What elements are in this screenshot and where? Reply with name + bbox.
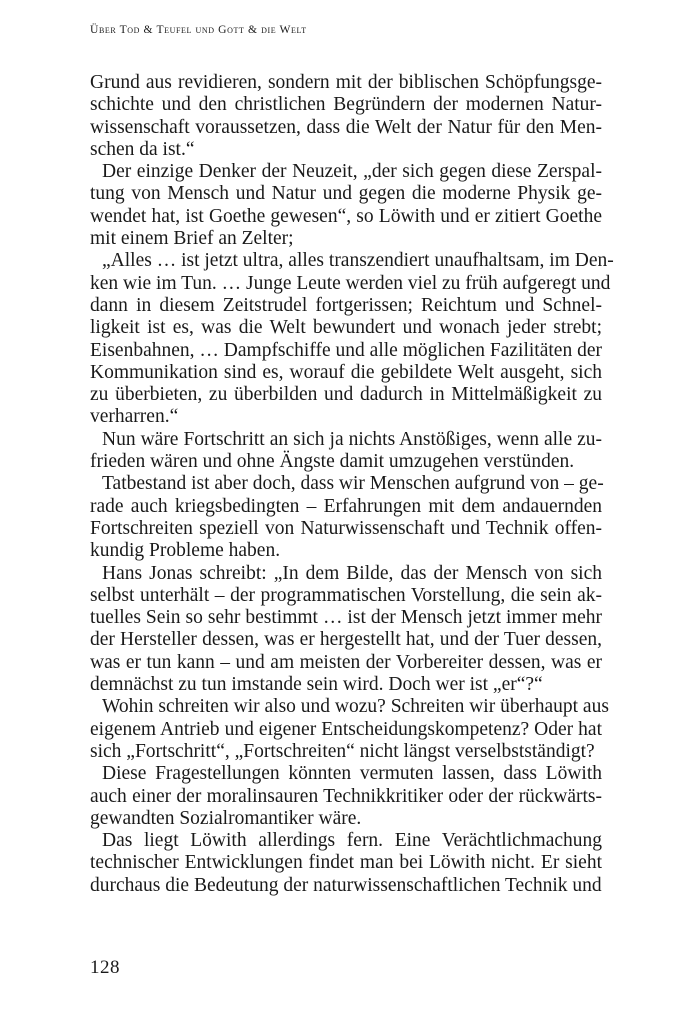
- text-line: dann in diesem Zeitstrudel fortgerissen; Reichtum und Schnel-: [90, 294, 602, 316]
- text-line: Eisenbahnen, … Dampfschiffe und alle möglichen Fazilitäten der: [90, 339, 602, 361]
- text-line: wendet hat, ist Goethe gewesen“, so Löwith und er zitiert Goethe: [90, 205, 602, 227]
- text-line: Fortschreiten speziell von Naturwissenschaft und Technik offen-: [90, 517, 602, 539]
- text-line: tuelles Sein so sehr bestimmt … ist der Mensch jetzt immer mehr: [90, 607, 602, 629]
- paragraph: [90, 250, 614, 428]
- text-line: ken wie im Tun. … Junge Leute werden viel zu früh aufgeregt und: [90, 272, 611, 294]
- text-line: Nun wäre Fortschritt an sich ja nichts Anstößiges, wenn alle zu-: [102, 428, 602, 450]
- text-line: Hans Jonas schreibt: „In dem Bilde, das der Mensch von sich: [102, 562, 602, 584]
- text-line: tung von Mensch und Natur und gegen die moderne Physik ge-: [90, 183, 602, 205]
- text-line: „Alles … ist jetzt ultra, alles transzendiert unaufhaltsam, im Den-: [102, 250, 614, 272]
- text-line: was er tun kann – und am meisten der Vorbereiter dessen, was er: [90, 651, 602, 673]
- body-text: [90, 72, 614, 897]
- paragraph: [90, 161, 602, 250]
- text-line: durchaus die Bedeutung der naturwissenschaftlichen Technik und: [90, 874, 602, 896]
- text-line: schichte und den christlichen Begründern der modernen Natur-: [90, 94, 602, 116]
- paragraph: [90, 72, 602, 161]
- paragraph: [90, 696, 609, 763]
- text-line: schen da ist.“: [90, 138, 195, 160]
- text-line: eigenem Antrieb und eigener Entscheidungskompetenz? Oder hat: [90, 718, 602, 740]
- text-line: ligkeit ist es, was die Welt bewundert und wonach jeder strebt;: [90, 317, 602, 339]
- text-line: kundig Probleme haben.: [90, 540, 281, 562]
- text-line: der Hersteller dessen, was er hergestellt hat, und der Tuer dessen,: [90, 629, 602, 651]
- text-line: mit einem Brief an Zelter;: [90, 228, 294, 250]
- text-line: Tatbestand ist aber doch, dass wir Menschen aufgrund von – ge-: [102, 473, 604, 495]
- text-line: Der einzige Denker der Neuzeit, „der sich gegen diese Zerspal-: [102, 161, 602, 183]
- paragraph: [90, 763, 602, 830]
- text-line: wissenschaft voraussetzen, dass die Welt der Natur für den Men-: [90, 116, 602, 138]
- paragraph: [90, 563, 602, 697]
- text-line: demnächst zu tun imstande sein wird. Doch wer ist „er“?“: [90, 674, 543, 696]
- text-line: Grund aus revidieren, sondern mit der biblischen Schöpfungsge-: [90, 72, 602, 93]
- paragraph: [90, 429, 602, 474]
- paragraph: [90, 830, 602, 897]
- text-line: rade auch kriegsbedingten – Erfahrungen mit dem andauernden: [90, 495, 602, 517]
- text-line: verharren.“: [90, 406, 179, 428]
- text-line: sich „Fortschritt“, „Fortschreiten“ nicht längst verselbstständigt?: [90, 740, 595, 762]
- text-line: Wohin schreiten wir also und wozu? Schreiten wir überhaupt aus: [102, 696, 609, 718]
- text-line: zu überbieten, zu überbilden und dadurch in Mittelmäßigkeit zu: [90, 384, 602, 406]
- running-head: Über Tod & Teufel und Gott & die Welt: [90, 23, 307, 36]
- text-line: technischer Entwicklungen findet man bei Löwith nicht. Er sieht: [90, 852, 602, 874]
- text-line: selbst unterhält – der programmatischen Vorstellung, die sein ak-: [90, 584, 602, 606]
- text-line: gewandten Sozialromantiker wäre.: [90, 807, 362, 829]
- paragraph: [90, 473, 602, 562]
- text-line: Das liegt Löwith allerdings fern. Eine Verächtlichmachung: [102, 830, 602, 852]
- text-line: Kommunikation sind es, worauf die gebildete Welt ausgeht, sich: [90, 361, 602, 383]
- page-number: 128: [90, 957, 120, 978]
- text-line: auch einer der moralinsauren Technikkritiker oder der rückwärts-: [90, 785, 602, 807]
- text-line: frieden wären und ohne Ängste damit umzugehen verstünden.: [90, 451, 575, 473]
- text-line: Diese Fragestellungen könnten vermuten lassen, dass Löwith: [102, 763, 602, 785]
